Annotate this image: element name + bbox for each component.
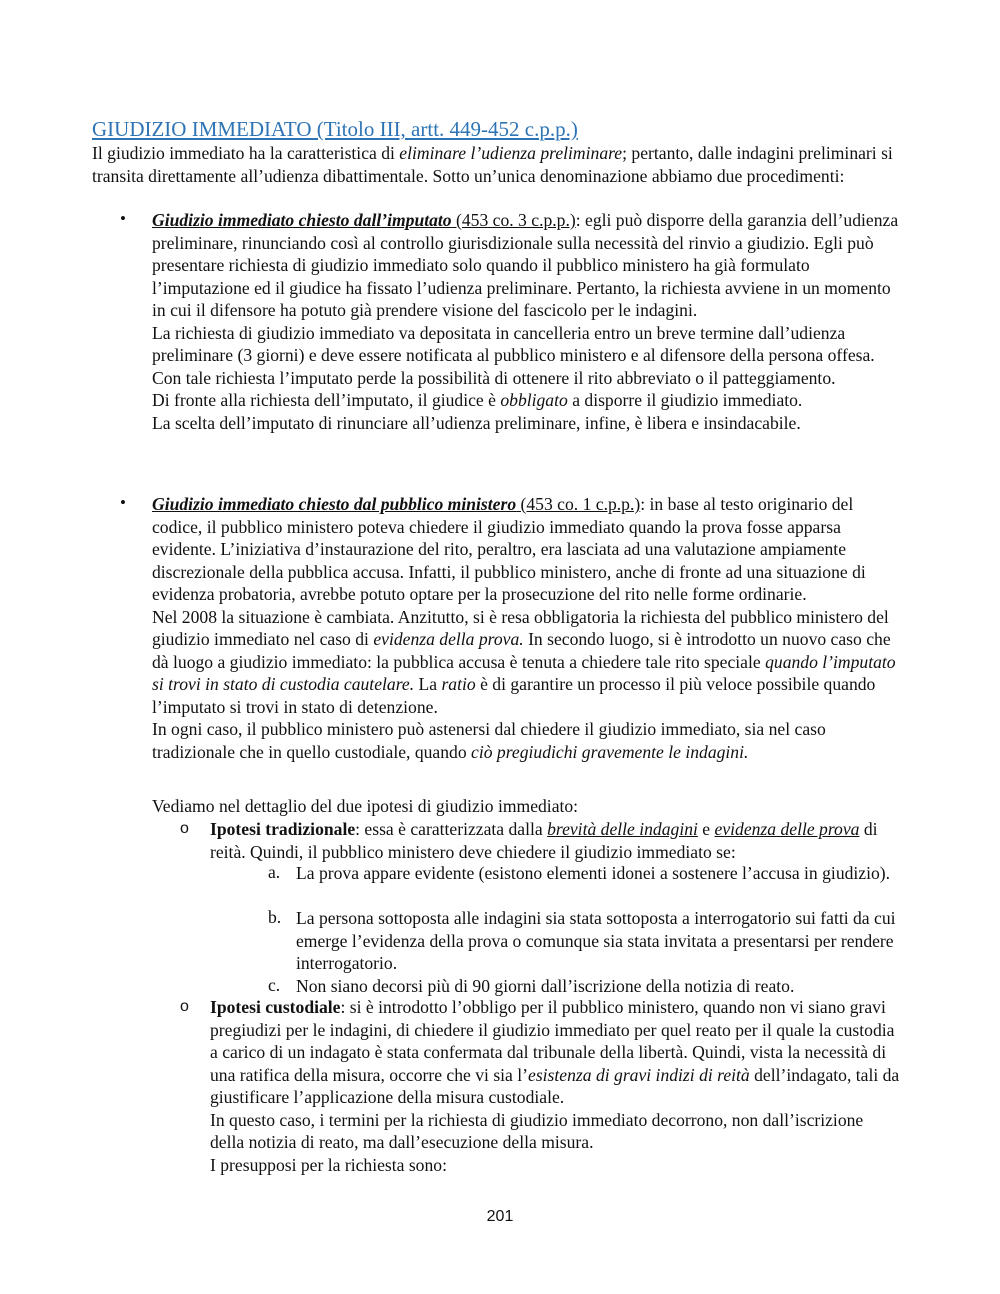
ipotesi1-text3: di reità. Quindi, il pubblico ministero deve chiedere il giudizio immediato se: (210, 819, 878, 862)
bullet1-heading: Giudizio immediato chiesto dall’imputato (152, 210, 452, 230)
ipotesi1-em2: evidenza delle prova (714, 819, 860, 839)
bullet2-ref: (453 co. 1 c.p.p.) (516, 494, 641, 514)
bullet2-p2 (152, 606, 907, 719)
bullet1-ref: (453 co. 3 c.p.p.) (451, 210, 576, 230)
intro-text-cont: ; pertanto, dalle indagini preliminari si transita direttamente all’udienza dibattimentale. Sotto un’unica denominazione abbiamo due procedimenti: (92, 143, 893, 186)
bullet2-p1 (152, 493, 907, 606)
bullet2-p3 (152, 718, 907, 763)
ipotesi2-text2: dell’indagato, tali da giustificare l’applicazione della misura custodiale. (210, 1064, 900, 1107)
bullet1-p1 (152, 209, 907, 322)
bullet2-p2-em3: ratio (441, 674, 476, 694)
sub-bullet-icon: o (180, 820, 189, 837)
bullet2-p2-text3: La (414, 674, 442, 694)
bullet-icon: • (120, 209, 126, 228)
bullet1-p2: La richiesta di giudizio immediato va depositata in cancelleria entro un breve termine dall’udienza preliminare (3 giorni) e deve essere notificata al pubblico ministero e al difensore della persona offesa. Con tale richiesta l’imputato perde la possibilità di ottenere il rito abbreviato o il patteggiamento. (152, 322, 875, 388)
list-item-b: La persona sottoposta alle indagini sia stata sottoposta a interrogatorio sui fatti da cui emerge l’evidenza della prova o comunque sia stata invitata a presentarsi per rendere interrogatorio. (296, 908, 896, 973)
list-label-b: b. (268, 907, 282, 927)
bullet1-p3 (152, 389, 907, 412)
bullet2-p3-emphasis: ciò pregiudichi gravemente le indagini. (471, 741, 749, 762)
bullet2-p3-text: In ogni caso, il pubblico ministero può astenersi dal chiedere il giudizio immediato, sia nel caso tradizionale che in quello custodiale, quando (152, 719, 826, 762)
sub-bullet-icon: o (180, 998, 189, 1015)
list-label-c: c. (268, 975, 281, 995)
list-item-a: La prova appare evidente (esistono elementi idonei a sostenere l’accusa in giudizio). (296, 863, 891, 883)
ipotesi2-em1: esistenza di gravi indizi di reità (528, 1064, 750, 1085)
list-item-c: Non siano decorsi più di 90 giorni dall’iscrizione della notizia di reato. (296, 976, 795, 996)
ipotesi1-heading: Ipotesi tradizionale (210, 819, 356, 839)
bullet1-p4: La scelta dell’imputato di rinunciare all’udienza preliminare, infine, è libera e insindacabile. (152, 412, 801, 433)
intro-text: Il giudizio immediato ha la caratteristica di (92, 143, 400, 163)
bullet1-p3-text-cont: a disporre il giudizio immediato. (567, 390, 803, 410)
ipotesi1-text: : essa è caratterizzata dalla (355, 819, 548, 839)
ipotesi2-p1 (210, 996, 900, 1109)
vediamo-paragraph: Vediamo nel dettaglio del due ipotesi di giudizio immediato: (152, 796, 579, 816)
ipotesi1-text2: e (697, 819, 715, 839)
bullet1-p3-text: Di fronte alla richiesta dell’imputato, il giudice è (152, 390, 501, 410)
bullet2-p2-em2: quando l’imputato si trovi in stato di custodia cautelare. (152, 651, 896, 694)
bullet-pubblico-ministero (152, 493, 907, 763)
bullet2-p2-text4: è di garantire un processo il più veloce possibile quando l’imputato si trovi in stato di detenzione. (152, 674, 876, 717)
section-title[interactable]: GIUDIZIO IMMEDIATO (Titolo III, artt. 449-452 c.p.p.) (92, 117, 578, 141)
ipotesi2-p2: In questo caso, i termini per la richiesta di giudizio immediato decorrono, non dall’iscrizione della notizia di reato, ma dall’esecuzione della misura. (210, 1109, 864, 1152)
intro-paragraph (92, 142, 912, 187)
bullet-imputato (152, 209, 907, 434)
bullet1-p3-emphasis: obbligato (500, 390, 568, 410)
bullet2-p2-em1: evidenza della prova. (373, 629, 524, 649)
intro-emphasis: eliminare l’udienza preliminare (399, 143, 623, 163)
ipotesi-tradizionale (210, 818, 900, 863)
ipotesi-custodiale (210, 996, 900, 1176)
bullet2-text: : in base al testo originario del codice, il pubblico ministero poteva chiedere il giudizio immediato quando la prova fosse apparsa evidente. L’iniziativa d’instaurazione del rito, peraltro, era lasciata ad una valutazione ampiamente discrezionale della pubblica accusa. Infatti, il pubblico ministero, anche di fronte ad una situazione di evidenza probatoria, avrebbe potuto optare per la prosecuzione del rito nelle forme ordinarie. (152, 494, 866, 604)
page-number: 201 (486, 1208, 514, 1225)
ipotesi2-text: : si è introdotto l’obbligo per il pubblico ministero, quando non vi siano gravi pregiudizi per le indagini, di chiedere il giudizio immediato per quel reato per il quale la custodia a carico di un indagato è stata confermata dal tribunale della libertà. Quindi, vista la necessità di una ratifica della misura, occorre che vi sia l’ (210, 997, 895, 1085)
bullet2-p2-text: Nel 2008 la situazione è cambiata. Anzitutto, si è resa obbligatoria la richiesta del pubblico ministero del giudizio immediato nel caso di (152, 606, 889, 649)
ipotesi1-em1: brevità delle indagini (547, 819, 698, 839)
bullet1-text: : egli può disporre della garanzia dell’udienza preliminare, rinunciando così al controllo giurisdizionale sulla necessità del rinvio a giudizio. Egli può presentare richiesta di giudizio immediato solo quando il pubblico ministero ha già formulato l’imputazione ed il giudice ha fissato l’udienza preliminare. Pertanto, la richiesta avviene in un momento in cui il difensore ha potuto già prendere visione del fascicolo per le indagini. (152, 210, 899, 320)
bullet2-p2-text2: In secondo luogo, si è introdotto un nuovo caso che dà luogo a giudizio immediato: la pubblica accusa è tenuta a chiedere tale rito speciale (152, 629, 891, 672)
bullet2-heading: Giudizio immediato chiesto dal pubblico ministero (152, 494, 517, 514)
ipotesi2-p3: I presupposi per la richiesta sono: (210, 1154, 447, 1175)
list-label-a: a. (268, 862, 281, 882)
ipotesi2-heading: Ipotesi custodiale (210, 997, 341, 1017)
bullet-icon: • (120, 493, 126, 512)
